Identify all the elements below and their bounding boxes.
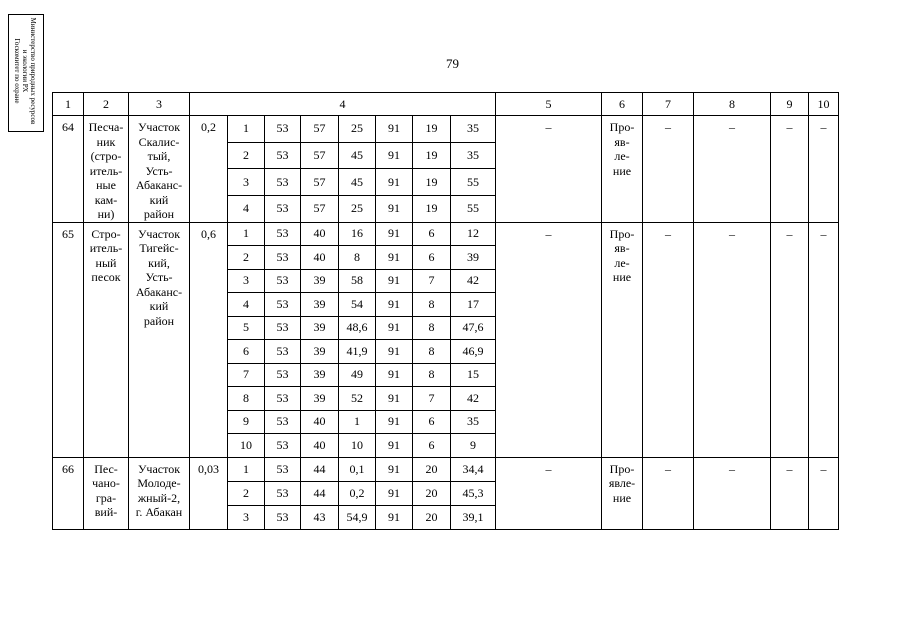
cell-coordinate: 54 — [339, 293, 376, 317]
cell-point-number: 10 — [228, 434, 265, 458]
cell-c6: Про- яв- ле- ние — [602, 222, 643, 457]
table-row — [53, 457, 839, 481]
cell-coordinate: 54,9 — [339, 505, 376, 529]
cell-coordinate: 44 — [301, 457, 339, 481]
cell-point-number: 2 — [228, 142, 265, 169]
cell-coordinate: 91 — [376, 340, 413, 364]
cell-coordinate: 20 — [413, 481, 451, 505]
cell-c5: – — [496, 116, 602, 223]
cell-coordinate: 91 — [376, 195, 413, 222]
cell-location: Участок Тигейс- кий, Усть- Абаканс- кий район — [129, 222, 190, 457]
page-number: 79 — [446, 56, 459, 71]
cell-c5: – — [496, 457, 602, 529]
cell-coordinate: 53 — [265, 116, 301, 143]
cell-c10: – — [809, 116, 839, 223]
col-header: 6 — [602, 93, 643, 116]
cell-coordinate: 39 — [301, 269, 339, 293]
cell-coordinate: 20 — [413, 457, 451, 481]
cell-coordinate: 39 — [301, 340, 339, 364]
cell-coordinate: 40 — [301, 410, 339, 434]
cell-coordinate: 91 — [376, 116, 413, 143]
cell-coordinate: 43 — [301, 505, 339, 529]
cell-c8: – — [694, 116, 771, 223]
col-header: 5 — [496, 93, 602, 116]
cell-point-number: 3 — [228, 269, 265, 293]
cell-coordinate: 6 — [413, 222, 451, 246]
cell-point-number: 3 — [228, 169, 265, 196]
cell-coordinate: 39 — [301, 293, 339, 317]
cell-coordinate: 42 — [451, 387, 496, 411]
cell-coordinate: 52 — [339, 387, 376, 411]
cell-coordinate: 91 — [376, 363, 413, 387]
cell-coordinate: 39 — [301, 316, 339, 340]
cell-coordinate: 8 — [339, 246, 376, 270]
cell-coordinate: 35 — [451, 410, 496, 434]
cell-point-number: 8 — [228, 387, 265, 411]
cell-location: Участок Молоде- жный-2, г. Абакан — [129, 457, 190, 529]
cell-c7: – — [643, 457, 694, 529]
cell-coordinate: 25 — [339, 195, 376, 222]
cell-c5: – — [496, 222, 602, 457]
cell-coordinate: 39 — [301, 387, 339, 411]
cell-coordinate: 91 — [376, 169, 413, 196]
cell-area: 0,6 — [190, 222, 228, 457]
cell-coordinate: 57 — [301, 116, 339, 143]
cell-material: Стро- итель- ный песок — [84, 222, 129, 457]
col-header: 3 — [129, 93, 190, 116]
cell-coordinate: 53 — [265, 142, 301, 169]
cell-point-number: 4 — [228, 293, 265, 317]
cell-coordinate: 53 — [265, 340, 301, 364]
cell-coordinate: 53 — [265, 316, 301, 340]
cell-material: Пес- чано- гра- вий- — [84, 457, 129, 529]
cell-coordinate: 8 — [413, 340, 451, 364]
cell-point-number: 6 — [228, 340, 265, 364]
cell-point-number: 2 — [228, 481, 265, 505]
col-header: 4 — [190, 93, 496, 116]
cell-coordinate: 91 — [376, 410, 413, 434]
cell-coordinate: 12 — [451, 222, 496, 246]
cell-coordinate: 8 — [413, 316, 451, 340]
cell-coordinate: 91 — [376, 457, 413, 481]
cell-coordinate: 42 — [451, 269, 496, 293]
cell-c6: Про- явле- ние — [602, 457, 643, 529]
col-header: 9 — [771, 93, 809, 116]
cell-coordinate: 9 — [451, 434, 496, 458]
cell-coordinate: 57 — [301, 142, 339, 169]
cell-coordinate: 16 — [339, 222, 376, 246]
cell-coordinate: 91 — [376, 316, 413, 340]
header-row — [53, 93, 839, 116]
cell-coordinate: 35 — [451, 116, 496, 143]
col-header: 7 — [643, 93, 694, 116]
cell-coordinate: 53 — [265, 410, 301, 434]
cell-coordinate: 39 — [301, 363, 339, 387]
cell-coordinate: 40 — [301, 434, 339, 458]
cell-c7: – — [643, 222, 694, 457]
cell-coordinate: 45 — [339, 142, 376, 169]
cell-coordinate: 55 — [451, 195, 496, 222]
cell-num: 65 — [53, 222, 84, 457]
stamp-line: и экологии РХ — [21, 49, 29, 93]
cell-coordinate: 53 — [265, 363, 301, 387]
cell-coordinate: 8 — [413, 293, 451, 317]
cell-coordinate: 91 — [376, 142, 413, 169]
cell-coordinate: 53 — [265, 505, 301, 529]
cell-coordinate: 0,2 — [339, 481, 376, 505]
cell-coordinate: 25 — [339, 116, 376, 143]
cell-coordinate: 8 — [413, 363, 451, 387]
table-row — [53, 222, 839, 246]
cell-c6: Про- яв- ле- ние — [602, 116, 643, 223]
cell-point-number: 1 — [228, 222, 265, 246]
cell-c9: – — [771, 457, 809, 529]
cell-material: Песча- ник (стро- итель- ные кам- ни) — [84, 116, 129, 223]
cell-c8: – — [694, 222, 771, 457]
cell-coordinate: 19 — [413, 195, 451, 222]
stamp-text — [13, 15, 37, 127]
cell-area: 0,2 — [190, 116, 228, 223]
cell-coordinate: 7 — [413, 387, 451, 411]
cell-coordinate: 41,9 — [339, 340, 376, 364]
cell-coordinate: 47,6 — [451, 316, 496, 340]
cell-c9: – — [771, 222, 809, 457]
table-body — [53, 116, 839, 530]
cell-coordinate: 19 — [413, 116, 451, 143]
cell-coordinate: 20 — [413, 505, 451, 529]
cell-coordinate: 34,4 — [451, 457, 496, 481]
cell-point-number: 1 — [228, 116, 265, 143]
cell-point-number: 1 — [228, 457, 265, 481]
col-header: 2 — [84, 93, 129, 116]
cell-coordinate: 53 — [265, 246, 301, 270]
cell-coordinate: 55 — [451, 169, 496, 196]
col-header: 8 — [694, 93, 771, 116]
cell-location: Участок Скалис- тый, Усть- Абаканс- кий район — [129, 116, 190, 223]
cell-coordinate: 35 — [451, 142, 496, 169]
cell-c9: – — [771, 116, 809, 223]
cell-coordinate: 6 — [413, 434, 451, 458]
col-header: 10 — [809, 93, 839, 116]
cell-coordinate: 57 — [301, 195, 339, 222]
cell-coordinate: 91 — [376, 434, 413, 458]
table-row — [53, 116, 839, 143]
cell-coordinate: 15 — [451, 363, 496, 387]
cell-coordinate: 6 — [413, 246, 451, 270]
cell-num: 64 — [53, 116, 84, 223]
cell-area: 0,03 — [190, 457, 228, 529]
library-stamp — [8, 14, 44, 132]
cell-coordinate: 53 — [265, 169, 301, 196]
cell-c7: – — [643, 116, 694, 223]
cell-coordinate: 91 — [376, 481, 413, 505]
cell-coordinate: 57 — [301, 169, 339, 196]
cell-coordinate: 6 — [413, 410, 451, 434]
cell-coordinate: 53 — [265, 387, 301, 411]
stamp-line: Министерство природных ресурсов — [29, 17, 37, 125]
cell-coordinate: 53 — [265, 481, 301, 505]
cell-coordinate: 45 — [339, 169, 376, 196]
cell-coordinate: 53 — [265, 269, 301, 293]
cell-c8: – — [694, 457, 771, 529]
cell-c10: – — [809, 457, 839, 529]
cell-coordinate: 46,9 — [451, 340, 496, 364]
cell-coordinate: 1 — [339, 410, 376, 434]
cell-coordinate: 19 — [413, 142, 451, 169]
cell-coordinate: 91 — [376, 505, 413, 529]
cell-coordinate: 48,6 — [339, 316, 376, 340]
cell-coordinate: 19 — [413, 169, 451, 196]
cell-num: 66 — [53, 457, 84, 529]
deposits-table — [52, 92, 839, 530]
cell-coordinate: 53 — [265, 195, 301, 222]
cell-coordinate: 91 — [376, 387, 413, 411]
cell-coordinate: 91 — [376, 246, 413, 270]
cell-point-number: 2 — [228, 246, 265, 270]
cell-coordinate: 53 — [265, 222, 301, 246]
cell-point-number: 4 — [228, 195, 265, 222]
cell-coordinate: 39,1 — [451, 505, 496, 529]
cell-coordinate: 39 — [451, 246, 496, 270]
cell-coordinate: 40 — [301, 222, 339, 246]
cell-coordinate: 91 — [376, 222, 413, 246]
cell-c10: – — [809, 222, 839, 457]
cell-coordinate: 91 — [376, 269, 413, 293]
cell-coordinate: 53 — [265, 293, 301, 317]
cell-point-number: 5 — [228, 316, 265, 340]
cell-point-number: 3 — [228, 505, 265, 529]
cell-coordinate: 91 — [376, 293, 413, 317]
cell-point-number: 9 — [228, 410, 265, 434]
cell-coordinate: 10 — [339, 434, 376, 458]
cell-coordinate: 44 — [301, 481, 339, 505]
cell-coordinate: 0,1 — [339, 457, 376, 481]
col-header: 1 — [53, 93, 84, 116]
cell-coordinate: 49 — [339, 363, 376, 387]
cell-coordinate: 7 — [413, 269, 451, 293]
cell-coordinate: 45,3 — [451, 481, 496, 505]
cell-coordinate: 17 — [451, 293, 496, 317]
cell-point-number: 7 — [228, 363, 265, 387]
cell-coordinate: 40 — [301, 246, 339, 270]
cell-coordinate: 58 — [339, 269, 376, 293]
cell-coordinate: 53 — [265, 434, 301, 458]
stamp-line: Госкомитет по охране — [13, 38, 21, 104]
cell-coordinate: 53 — [265, 457, 301, 481]
